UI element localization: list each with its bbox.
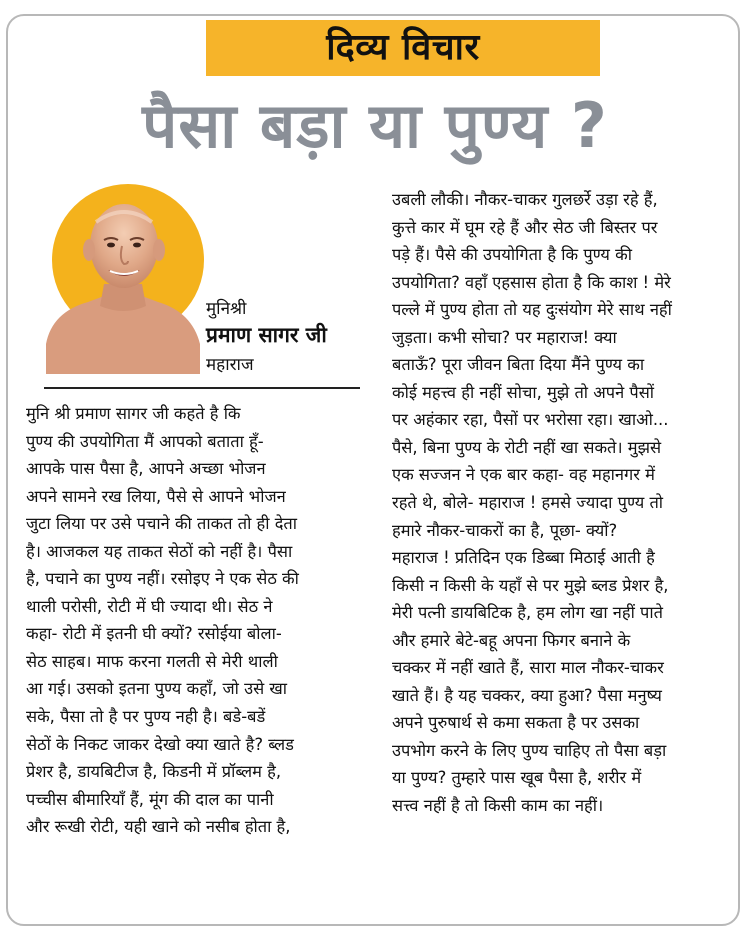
monk-portrait-photo — [42, 184, 202, 374]
author-name: प्रमाण सागर जी — [206, 323, 327, 347]
author-title: महाराज — [206, 355, 254, 375]
article-headline: पैसा बड़ा या पुण्य ? — [142, 89, 608, 162]
byline-divider — [44, 387, 360, 389]
article-column-right: उबली लौकी। नौकर-चाकर गुलछर्रे उड़ा रहे हैं, कुत्ते कार में घूम रहे हैं और सेठ जी बिस्तर पर पड़े हैं। पैसे की उपयोगिता है कि पुण्य की उपयोगिता? वहाँ एहसास होता है कि काश ! मेरे पल्ले में पुण्य होता तो यह दुःसंयोग मेरे साथ नहीं जुड़ता। कभी सोचा? पर महाराज! क्या बताऊँ? पूरा जीवन बिता दिया मैंने पुण्य का कोई महत्त्व ही नहीं सोचा, मुझे तो अपने पैसों पर अहंकार रहा, पैसों पर भरोसा रहा। खाओ... पैसे, बिना पुण्य के रोटी नहीं खा सकते। मुझसे एक सज्जन ने एक बार कहा- वह महानगर में रहते थे, बोले- महाराज ! हमसे ज्यादा पुण्य तो हमारे नौकर-चाकरों का है, पूछा- क्यों? महाराज ! प्रतिदिन एक डिब्बा मिठाई आती है किसी न किसी के यहाँ से पर मुझे ब्लड प्रेशर है, मेरी पत्नी डायबिटिक है, हम लोग खा नहीं पाते और हमारे बेटे-बहू अपना फिगर बनाने के चक्कर में नहीं खाते हैं, सारा माल नौकर-चाकर खाते हैं। है यह चक्कर, क्या हुआ? पैसा मनुष्य अपने पुरुषार्थ से कमा सकता है पर उसका उपभोग करने के लिए पुण्य चाहिए तो पैसा बड़ा या पुण्य? तुम्हारे पास खूब पैसा है, शरीर में सत्त्व नहीं है तो किसी काम का नहीं। — [392, 190, 672, 816]
article-column-left: मुनि श्री प्रमाण सागर जी कहते है कि पुण्य की उपयोगिता मैं आपको बताता हूँ- आपके पास पैसा है, आपने अच्छा भोजन अपने सामने रख लिया, पैसे से आपने भोजन जुटा लिया पर उसे पचाने की ताकत तो ही देता है। आजकल यह ताकत सेठों को नहीं है। पैसा है, पचाने का पुण्य नहीं। रसोइए ने एक सेठ की थाली परोसी, रोटी में घी ज्यादा थी। सेठ ने कहा- रोटी में इतनी घी क्यों? रसोईया बोला- सेठ साहब। माफ करना गलती से मेरी थाली आ गई। उसको इतना पुण्य कहाँ, जो उसे खा सके, पैसा तो है पर पुण्य नही है। बडे-बडें सेठों के निकट जाकर देखो क्या खाते है? ब्लड प्रेशर है, डायबिटीज है, किडनी में प्रॉब्लम है, पच्चीस बीमारियाँ हैं, मूंग की दाल का पानी और रूखी रोटी, यही खाने को नसीब होता है, — [26, 404, 299, 837]
section-kicker: दिव्य विचार — [206, 20, 600, 76]
author-portrait — [42, 184, 202, 374]
byline-prefix: मुनिश्री — [206, 299, 247, 319]
